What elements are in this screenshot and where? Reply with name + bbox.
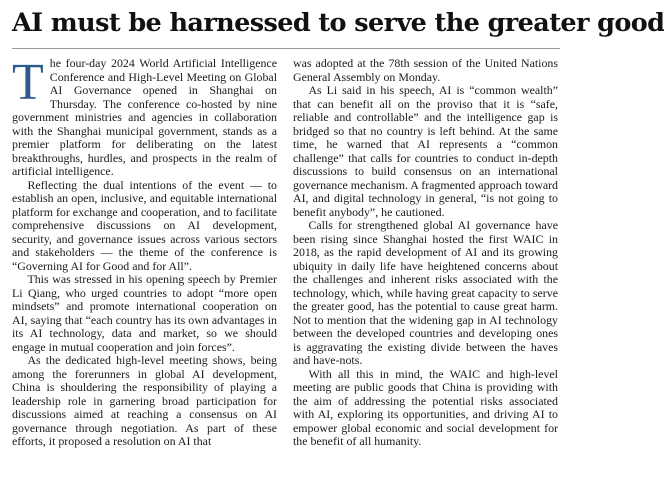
paragraph-7: With all this in mind, the WAIC and high-level meeting are public goods that China is providing with the aim of addressing the potential risks associated with AI, exploring its opportunities, and driving AI to empower global economic and social development for the benefit of all humanity. [293, 366, 558, 448]
article-body [12, 54, 560, 449]
paragraph-4-continued: was adopted at the 78th session of the United Nations General Assembly on Monday. [293, 56, 558, 84]
paragraph-1 [12, 54, 277, 179]
paragraph-3: This was stressed in his opening speech by Premier Li Qiang, who urged countries to adopt “more open mindsets” and promote international cooperation on AI, saying that “each country has its own advantages in its AI technology, data and market, so we should engage in mutual cooperation and join forces”. [12, 272, 277, 354]
headline: AI must be harnessed to serve the greater good [12, 8, 664, 38]
paragraph-6: Calls for strengthened global AI governance have been rising since Shanghai hosted the first WAIC in 2018, as the rapid development of AI and its growing ubiquity in daily life have heightened concerns about the challenges and inherent risks associated with the technology, which, while having great capacity to serve the greater good, has the potential to cause great harm. Not to mention that the widening gap in AI technology between the developed countries and developing ones is aggravating the existing divide between the haves and have-nots. [293, 218, 558, 367]
left-column [12, 54, 277, 449]
paragraph-4: As the dedicated high-level meeting shows, being among the forerunners in global AI development, China is shouldering the responsibility of playing a leadership role in garnering broad participation for discussions aimed at reaching a consensus on AI governance through negotiation. As part of these efforts, it proposed a resolution on AI that [12, 353, 277, 448]
paragraph-5: As Li said in his speech, AI is “common wealth” that can benefit all on the proviso that it is “safe, reliable and controllable” and the intelligence gap is bridged so that no country is left behind. At the same time, he warned that AI represents a “common challenge” that calls for countries to conduct in-depth discussions to build consensus on an international governance mechanism. A fragmented approach toward AI, and digital technology in general, “is not going to benefit anybody”, he cautioned. [293, 83, 558, 219]
drop-cap: T [12, 54, 44, 111]
right-column [293, 57, 558, 449]
paragraph-2: Reflecting the dual intentions of the event — to establish an open, inclusive, and equitable international platform for exchange and cooperation, and to facilitate comprehensive discussions on AI development, security, and governance issues across various sectors and stakeholders — the theme of the conference is “Governing AI for Good and for All”. [12, 177, 277, 273]
paragraph-1-text: he four-day 2024 World Artificial Intelligence Conference and High-Level Meeting on Global AI Governance opened in Shanghai on Thursday. The conference co-hosted by nine government ministries and agencies in collaboration with the Shanghai municipal government, stands as a premier platform for deliberating on the latest breakthroughs, hurdles, and prospects in the realm of artificial intelligence. [12, 56, 277, 178]
headline-divider [12, 48, 560, 49]
